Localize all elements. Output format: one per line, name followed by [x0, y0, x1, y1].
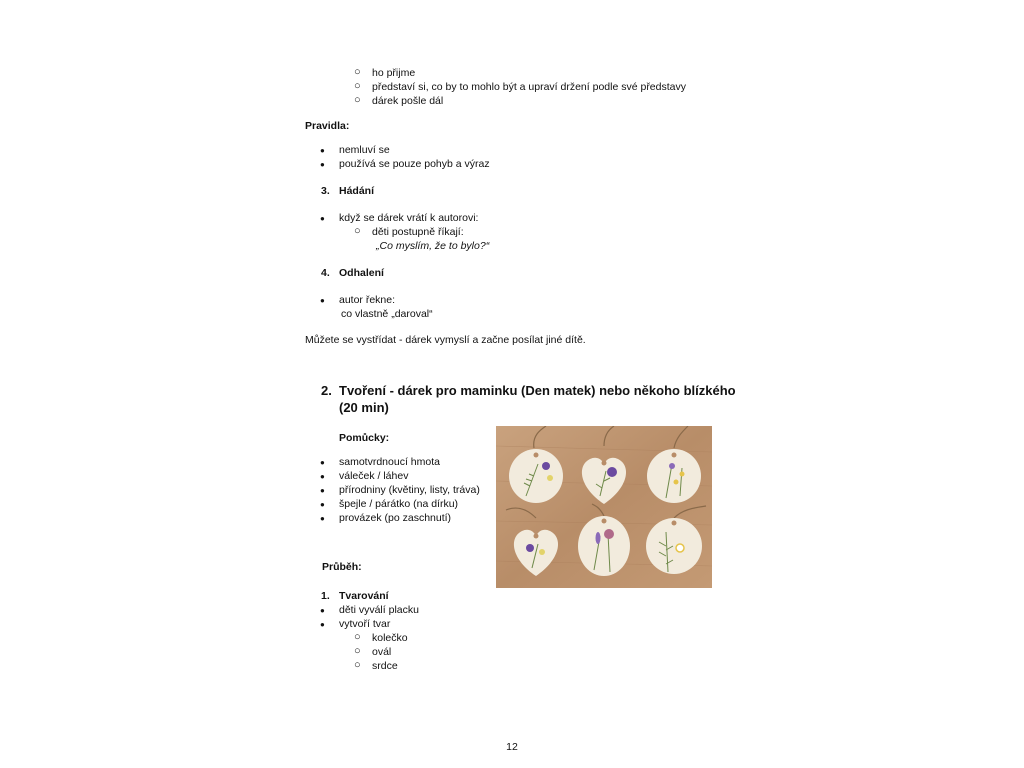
list-item: ● provázek (po zaschnutí)	[339, 512, 451, 525]
list-item: ● používá se pouze pohyb a výraz	[339, 158, 490, 171]
shaping-heading: Tvarování	[339, 590, 389, 602]
step-number: 4.	[321, 267, 330, 279]
body-paragraph: Můžete se vystřídat - dárek vymyslí a začne posílat jiné dítě.	[305, 334, 586, 346]
list-item: ● přírodniny (květiny, listy, tráva)	[339, 484, 480, 497]
step-number: 1.	[321, 590, 330, 602]
list-item: ● vytvoří tvar	[339, 618, 390, 631]
rules-heading: Pravidla:	[305, 120, 350, 132]
section-title: Tvoření - dárek pro maminku (Den matek) nebo někoho blízkého	[339, 383, 736, 398]
clay-ornaments-photo	[496, 426, 712, 588]
list-item: ○ dárek pošle dál	[372, 95, 443, 108]
tools-heading: Pomůcky:	[339, 432, 390, 444]
list-item: ○ představí si, co by to mohlo být a upraví držení podle své představy	[372, 81, 686, 94]
process-heading: Průběh:	[322, 561, 362, 573]
list-item: ○ děti postupně říkají:	[372, 226, 464, 239]
quote-text: „Co myslím, že to bylo?“	[376, 240, 490, 252]
list-item: ○ kolečko	[372, 632, 408, 645]
list-item: ● nemluví se	[339, 144, 390, 157]
list-item: ● autor řekne:	[339, 294, 395, 307]
list-item: ● váleček / láhev	[339, 470, 408, 483]
guessing-heading: Hádání	[339, 185, 375, 197]
reveal-heading: Odhalení	[339, 267, 384, 279]
list-item: ○ ovál	[372, 646, 391, 659]
list-item: ● děti vyválí placku	[339, 604, 419, 617]
reveal-line: co vlastně „daroval“	[341, 308, 433, 320]
page-number: 12	[506, 741, 518, 753]
list-item: ○ ho přijme	[372, 67, 415, 80]
list-item: ● špejle / párátko (na dírku)	[339, 498, 458, 511]
section-number: 2.	[321, 383, 332, 398]
step-number: 3.	[321, 185, 330, 197]
list-item: ○ srdce	[372, 660, 398, 673]
list-item: ● samotvrdnoucí hmota	[339, 456, 440, 469]
section-title-duration: (20 min)	[339, 400, 389, 415]
list-item: ● když se dárek vrátí k autorovi:	[339, 212, 478, 225]
